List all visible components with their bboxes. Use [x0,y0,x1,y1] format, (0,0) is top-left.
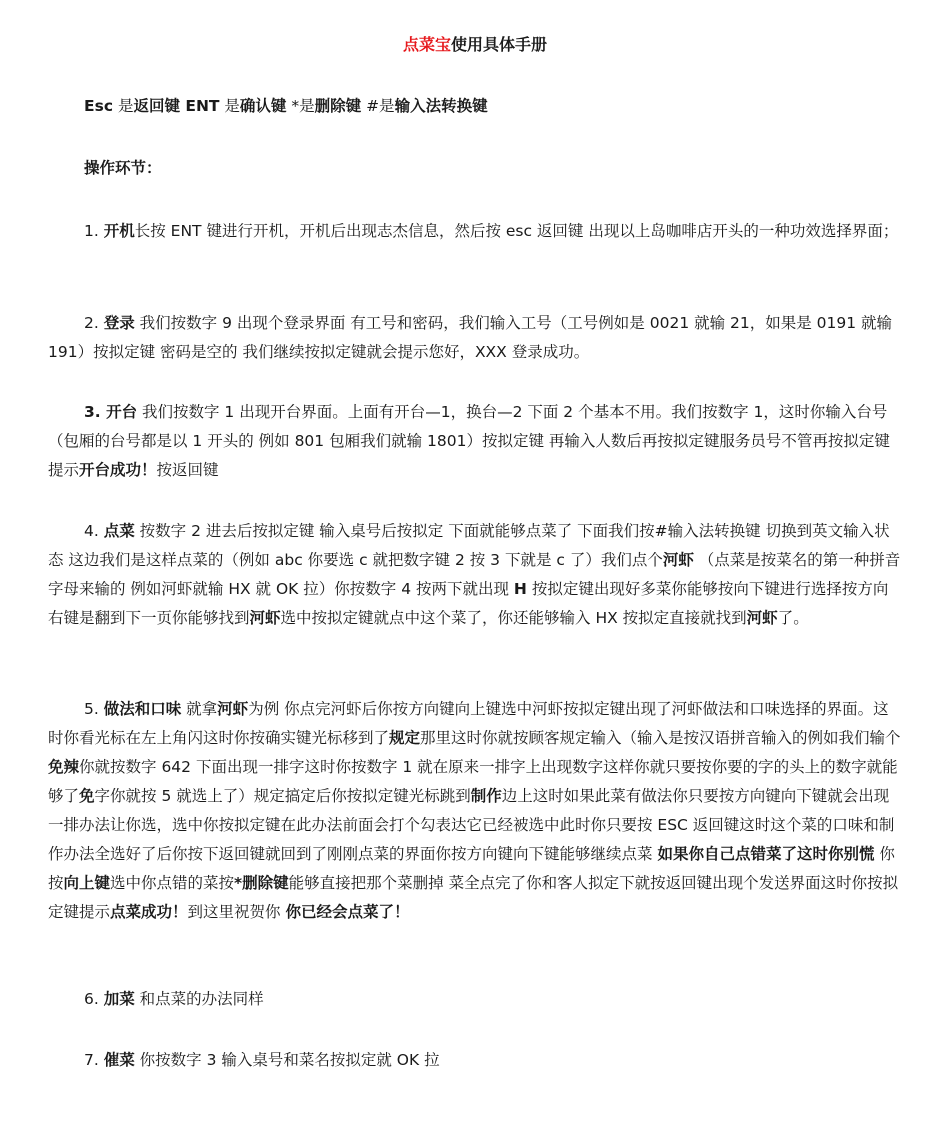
bold-text-run: 催菜 [103,1051,135,1069]
text-run: 到这里祝贺你 [187,903,286,921]
text-run: 5. [84,700,104,718]
text-run: 是 [219,97,240,115]
bold-text-run: 开台成功！ [79,461,157,479]
bold-text-run: 加菜 [103,990,135,1008]
text-run: 我们按数字 9 出现个登录界面 有工号和密码，我们输入工号（工号例如是 0021 就输 21，如果是 0191 就输 191）按拟定键 密码是空的 我们继续按拟定键就会提示您好，XXX 登录成功。 [48,314,893,361]
text-run: 你就按数字 642 下面出现一排字这时你按数字 1 就在原来一排字上出现数字这样你就只要按你要的字的头上的数字就能够了 [48,758,898,805]
bold-text-run: 河虾 [746,609,778,627]
text-run: 我们按数字 1 出现开台界面。上面有开台—1，换台—2 下面 2 个基本不用。我们按数字 1，这时你输入台号（包厢的台号都是以 1 开头的 例如 801 包厢我们就输 1801）按拟定键 再输入人数后再按拟定键服务员号不管再按拟定键提示 [48,403,890,479]
text-run: 字你就按 5 就选上了）规定搞定后你按拟定键光标跳到 [94,787,471,805]
bold-text-run: 规定 [389,729,421,747]
keys-legend [84,95,488,117]
bold-text-run: 输入法转换键 [394,97,488,115]
bold-text-run: H [513,580,527,598]
bold-text-run: 河虾 [249,609,281,627]
text-run: 按数字 2 进去后按拟定键 输入桌号后按拟定 下面就能够点菜了 下面我们按#输入法转换键 切换到英文输入状态 这边我们是这样点菜的（例如 abc 你要选 c 就把数字键 2 按 3 下就是 c 了）我们点个 [48,522,890,569]
bold-text-run: 做法和口味 [103,700,182,718]
text-run: 了。 [777,609,809,627]
bold-text-run: 点菜成功！ [110,903,188,921]
text-run: 6. [84,990,104,1008]
bold-text-run: 确认键 [239,97,287,115]
text-run: 选中按拟定键就点中这个菜了，你还能够输入 HX 按拟定直接就找到 [280,609,747,627]
step-6-add-dish [48,985,901,1014]
step-7-rush-dish [48,1046,901,1075]
document-title [0,34,950,56]
text-run: （点菜是按菜名的第一种拼音字母来输的 例如河虾就输 HX 就 OK 拉）你按数字 4 按两下就出现 [48,551,901,598]
text-run: 那里这时你就按顾客规定输入（输入是按汉语拼音输入的例如我们输个 [420,729,901,747]
bold-text-run: 你已经会点菜了！ [285,903,410,921]
text-run: 你按数字 3 输入桌号和菜名按拟定就 OK 拉 [134,1051,440,1069]
bold-text-run: 3. 开台 [84,403,138,421]
bold-text-run: 返回键 ENT [133,97,220,115]
title-rest: 使用具体手册 [451,35,548,54]
bold-text-run: Esc [84,97,114,115]
text-run: *是 [286,97,315,115]
step-5-method-flavor [48,695,901,927]
text-run: 2. [84,314,104,332]
text-run: 就拿 [181,700,218,718]
bold-text-run: 开机 [103,222,135,240]
bold-text-run: 河虾 [662,551,694,569]
text-run: 你按 [48,845,895,892]
bold-text-run: 点菜 [103,522,135,540]
bold-text-run: 登录 [103,314,135,332]
text-run: 选中你点错的菜按 [110,874,235,892]
text-run: 边上这时如果此菜有做法你只要按方向键向下键就会出现一排办法让你选，选中你按拟定键在此办法前面会打个勾表达它已经被选中此时你只要按 ESC 返回键这时这个菜的口味和制作办法全选好了后你按下返回键就回到了刚刚点菜的界面你按方向键向下键能够继续点菜 [48,787,895,863]
text-run: 长按 ENT 键进行开机，开机后出现志杰信息，然后按 esc 返回键 出现以上岛咖啡店开头的一种功效选择界面； [134,222,899,240]
bold-text-run: *删除键 [234,874,289,892]
text-run: 能够直接把那个菜删掉 菜全点完了你和客人拟定下就按返回键出现个发送界面这时你按拟定键提示 [48,874,899,921]
bold-text-run: 制作 [470,787,502,805]
bold-text-run: 免 [79,787,95,805]
text-run: 4. [84,522,104,540]
section-heading: 操作环节： [84,159,162,177]
text-run: 7. [84,1051,104,1069]
text-run: 按返回键 [156,461,219,479]
text-run: #是 [361,97,395,115]
step-2-login [48,309,901,367]
title-brand: 点菜宝 [402,35,451,54]
step-1-poweron [48,217,901,246]
bold-text-run: 免辣 [48,758,80,776]
text-run: 为例 你点完河虾后你按方向键向上键选中河虾按拟定键出现了河虾做法和口味选择的界面。这时你看光标在左上角闪这时你按确实键光标移到了 [48,700,889,747]
step-3-open-table [48,398,901,485]
bold-text-run: 删除键 [314,97,362,115]
step-4-order [48,517,901,633]
bold-text-run: 如果你自己点错菜了这时你别慌 [657,845,875,863]
bold-text-run: 河虾 [217,700,249,718]
text-run: 1. [84,222,104,240]
text-run: 按拟定键出现好多菜你能够按向下键进行选择按方向右键是翻到下一页你能够找到 [48,580,889,627]
text-run: 和点菜的办法同样 [134,990,264,1008]
bold-text-run: 向上键 [63,874,111,892]
text-run: 是 [113,97,134,115]
